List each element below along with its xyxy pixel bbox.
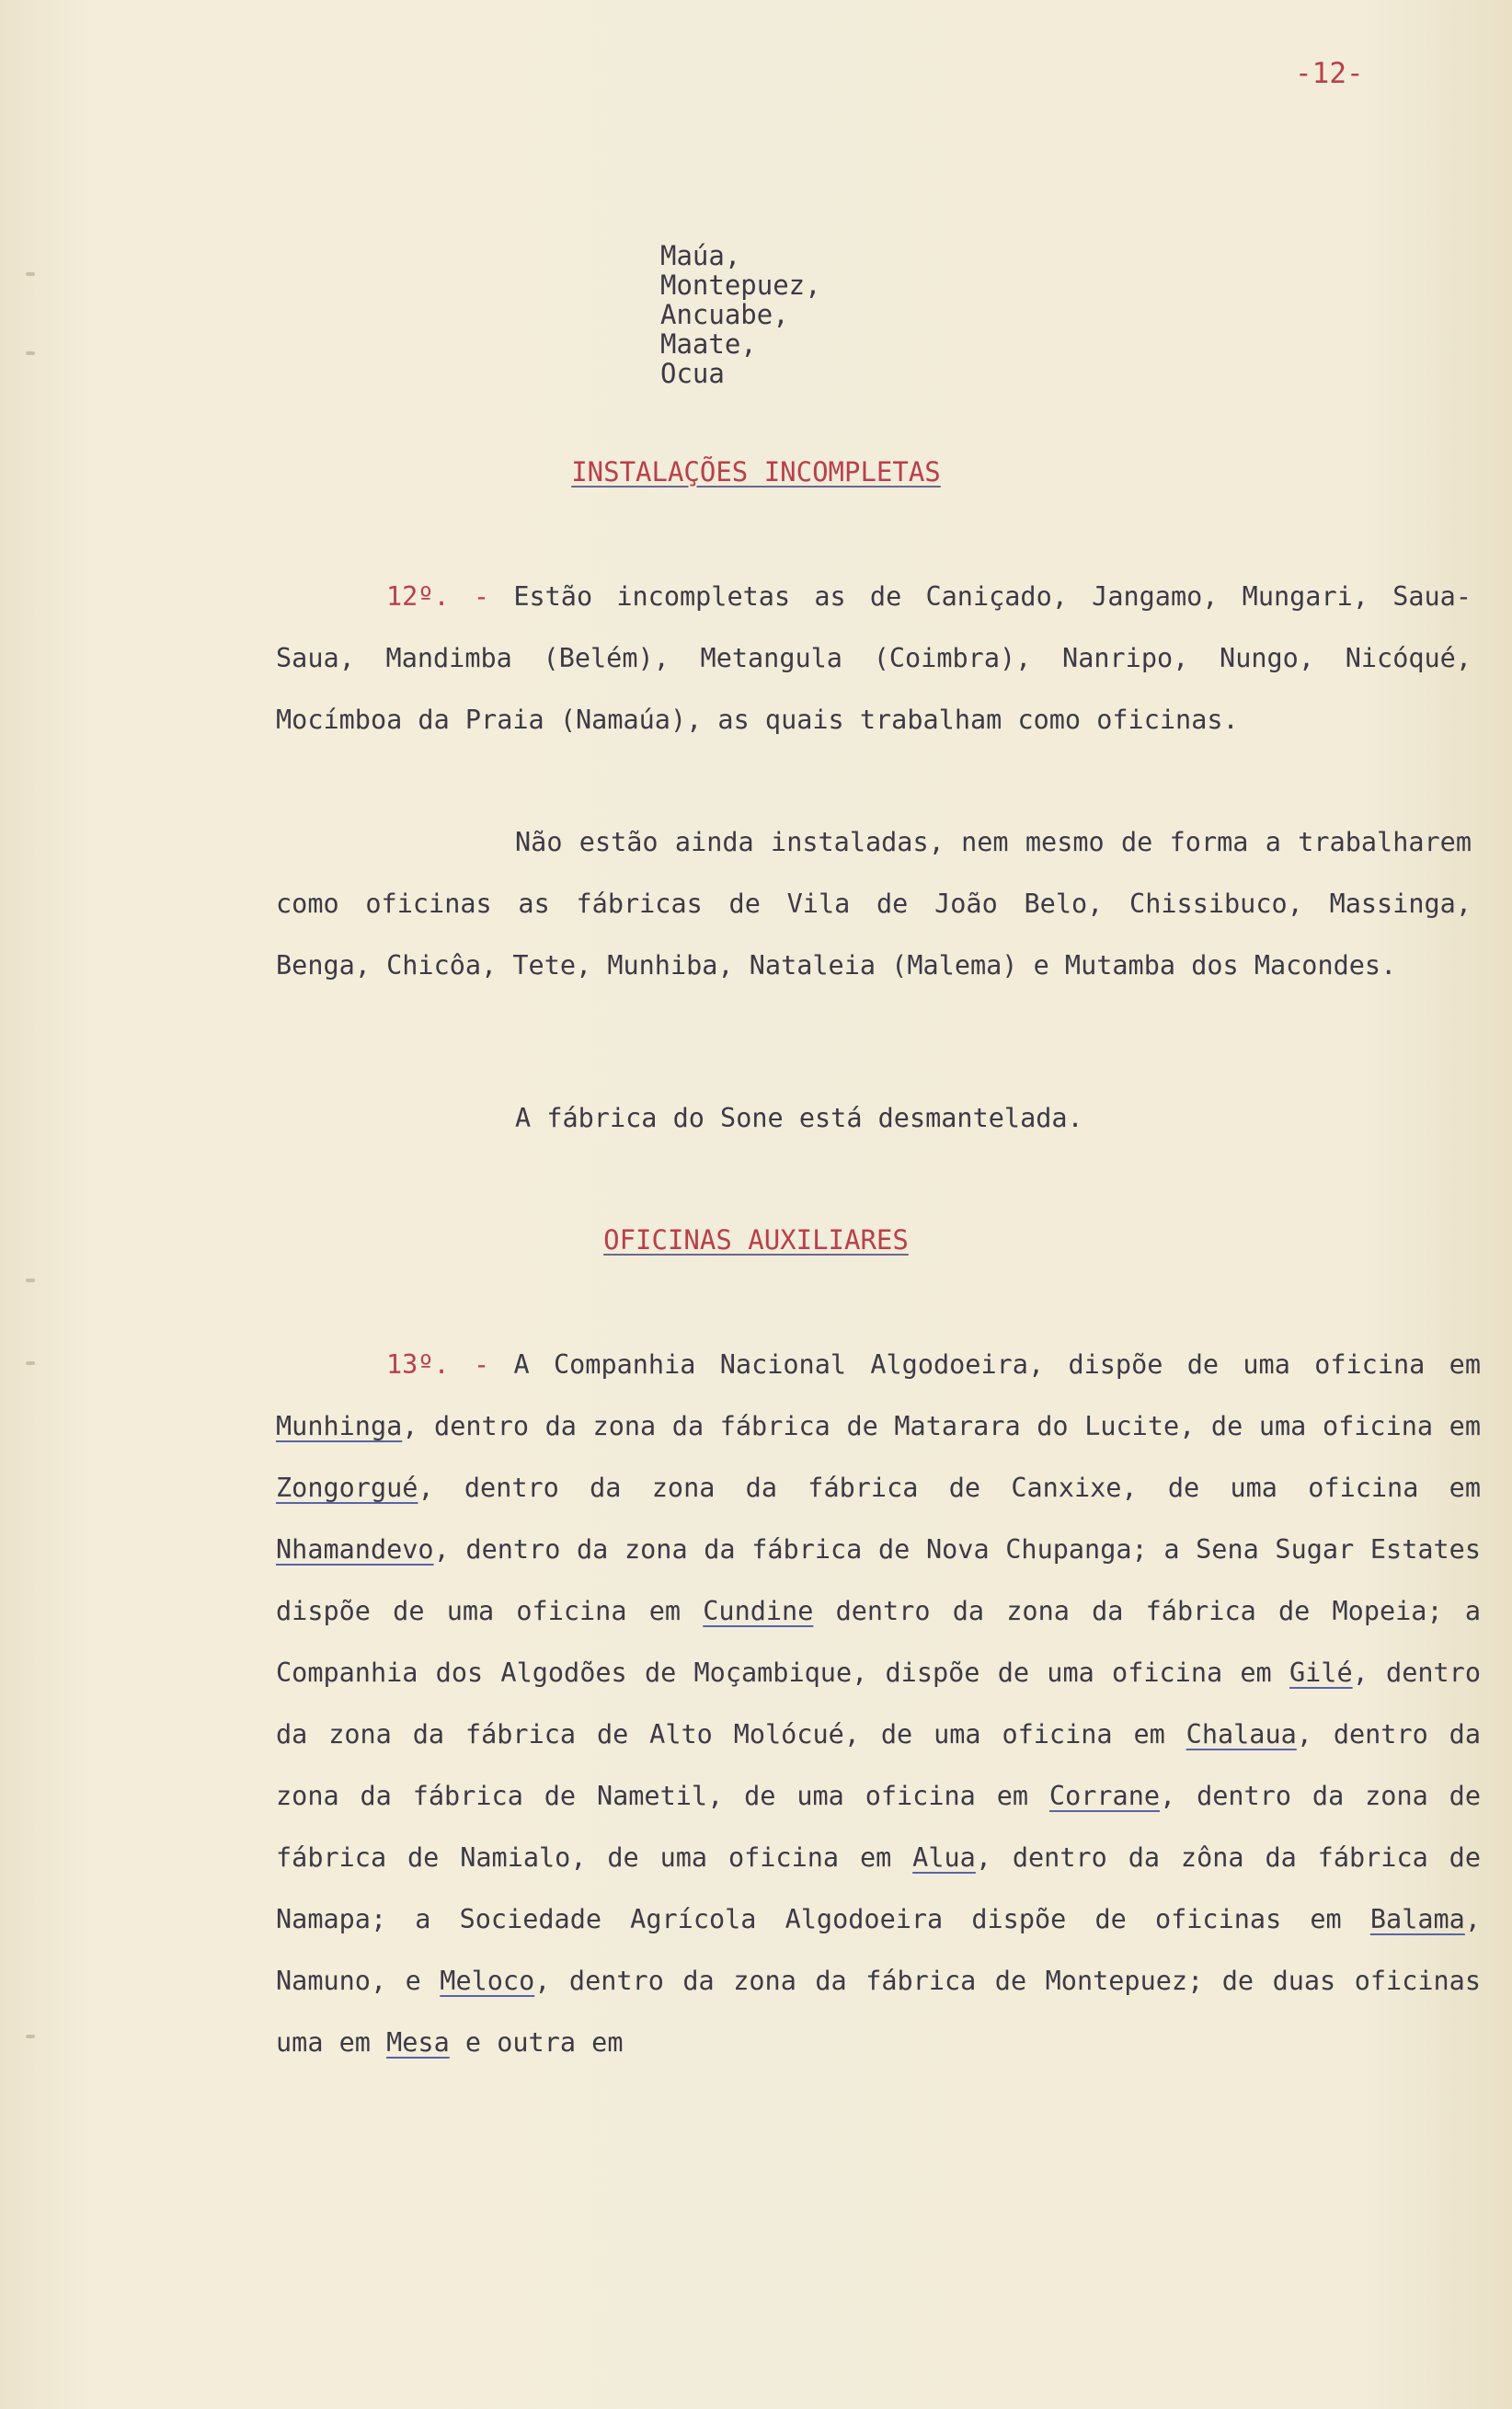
place-munhinga: Munhinga [276, 1411, 403, 1441]
place-mesa: Mesa [386, 2027, 450, 2058]
location-item: Maate, [660, 328, 757, 360]
hole-mark [26, 2035, 35, 2038]
section-heading-auxiliary: OFICINAS AUXILIARES [603, 1224, 909, 1256]
location-item: Montepuez, [660, 270, 821, 301]
location-item: Maúa, [660, 240, 741, 271]
paragraph-number: 13º. - [386, 1349, 490, 1380]
location-item: Ocua [660, 358, 725, 389]
text-run: , dentro da zôna da fábrica de Namapa; a Sociedade Agrícola Algodoeira dispõe de oficinas em [276, 1842, 1481, 1934]
paragraph-13 [276, 1334, 1481, 2073]
text-run: dentro da zona da fábrica de Mopeia; a Companhia dos Algodões de Moçambique, dispõe de uma oficina em [276, 1596, 1481, 1688]
hole-mark [26, 351, 35, 355]
punch-hole-marks [26, 0, 39, 2409]
hole-mark [26, 1361, 35, 1365]
place-balama: Balama [1369, 1904, 1465, 1934]
text-run: , dentro da zona da fábrica de Alto Molócué, de uma oficina em [276, 1658, 1481, 1749]
text-run: , dentro da zona de fábrica de Namialo, de uma oficina em [276, 1781, 1481, 1873]
place-meloco: Meloco [440, 1966, 535, 1996]
place-zongorgue: Zongorgué [276, 1473, 418, 1503]
place-alua: Alua [912, 1842, 976, 1873]
paragraph-12 [276, 566, 1472, 751]
text-run: e outra em [449, 2027, 624, 2058]
hole-mark [26, 1279, 35, 1282]
location-list [660, 241, 821, 388]
place-chalaua: Chalaua [1186, 1719, 1297, 1749]
page-number: -12- [1295, 57, 1364, 90]
place-gile: Gilé [1289, 1658, 1353, 1688]
text-run: , dentro da zona da fábrica de Nova Chupanga; a Sena Sugar Estates dispõe de uma oficina em [276, 1534, 1481, 1626]
place-nhamandevo: Nhamandevo [276, 1534, 434, 1565]
text-run: , dentro da zona da fábrica de Nametil, de uma oficina em [276, 1719, 1481, 1811]
paragraph-number: 12º. - [386, 581, 490, 612]
hole-mark [26, 272, 35, 276]
paragraph-sone: A fábrica do Sone está desmantelada. [515, 1103, 1083, 1133]
text-run: , dentro da zona da fábrica de Montepuez; de duas oficinas uma em [276, 1966, 1481, 2058]
place-corrane: Corrane [1048, 1781, 1161, 1811]
paragraph-text: Estão incompletas as de Caniçado, Jangamo, Mungari, Saua-Saua, Mandimba (Belém), Metangula (Coimbra), Nanripo, Nungo, Nicóqué, Mocímboa da Praia (Namaúa), as quais trabalham como oficinas. [276, 581, 1472, 735]
text-run: , Namuno, e [276, 1904, 1481, 1996]
text-run: , dentro da zona da fábrica de Canxixe, de uma oficina em [418, 1473, 1481, 1503]
location-item: Ancuabe, [660, 299, 789, 330]
text-run: A Companhia Nacional Algodoeira, dispõe de uma oficina em [513, 1349, 1481, 1380]
text-run: , dentro da zona da fábrica de Matarara do Lucite, de uma oficina em [402, 1411, 1481, 1441]
paragraph-not-installed: Não estão ainda instaladas, nem mesmo de forma a trabalharem como oficinas as fábricas de Vila de João Belo, Chissibuco, Massinga, Benga, Chicôa, Tete, Munhiba, Nataleia (Malema) e Mutamba dos Macondes. [276, 827, 1472, 981]
place-cundine: Cundine [703, 1596, 814, 1626]
section-heading-incomplete: INSTALAÇÕES INCOMPLETAS [571, 456, 941, 488]
